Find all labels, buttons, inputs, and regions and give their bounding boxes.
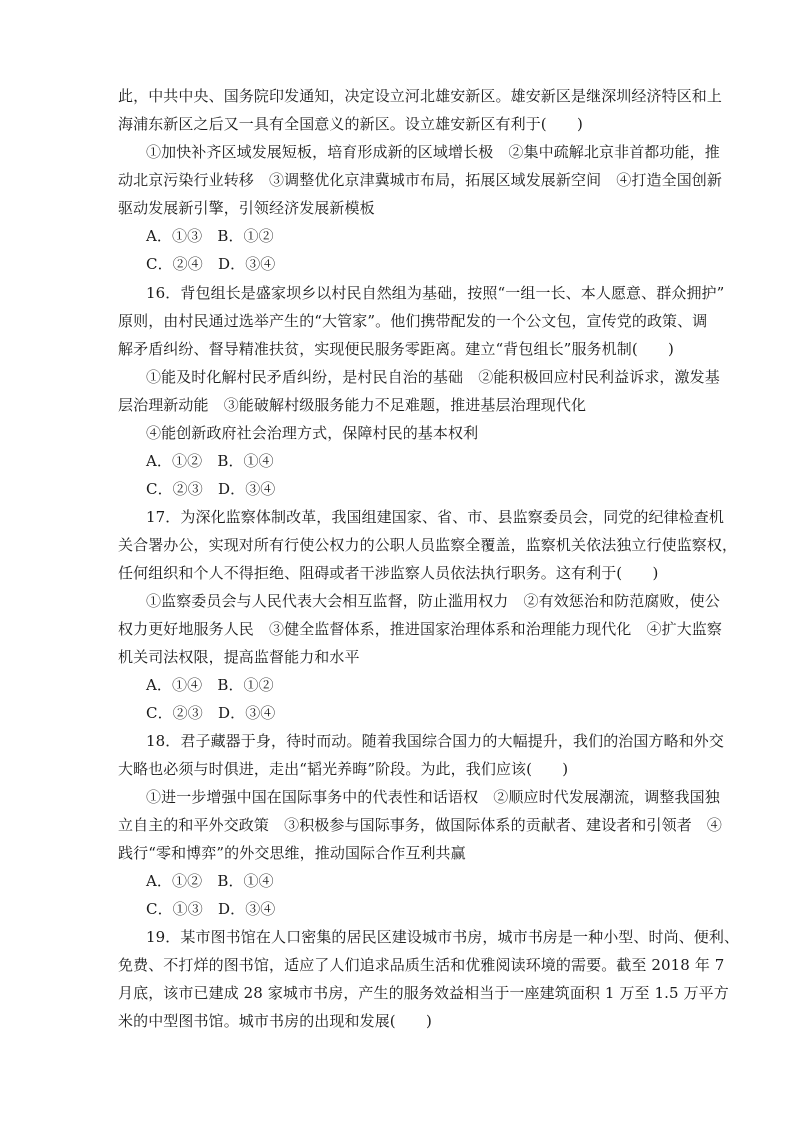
text-line: 践行“零和博弈”的外交思维，推动国际合作互利共赢 bbox=[118, 844, 466, 862]
text-line: 动北京污染行业转移 ③调整优化京津冀城市布局，拓展区域发展新空间 ④打造全国创新 bbox=[118, 171, 723, 189]
text-line: 海浦东新区之后又一具有全国意义的新区。设立雄安新区有利于( ) bbox=[118, 115, 583, 133]
text-line: ①进一步增强中国在国际事务中的代表性和话语权 ②顺应时代发展潮流，调整我国独 bbox=[146, 788, 720, 806]
text-line: C．②③ D．③④ bbox=[146, 704, 276, 722]
text-line: A．①② B．①④ bbox=[146, 872, 274, 890]
text-line: ①能及时化解村民矛盾纠纷，是村民自治的基础 ②能积极回应村民利益诉求，激发基 bbox=[146, 368, 720, 386]
text-line: 19．某市图书馆在人口密集的居民区建设城市书房，城市书房是一种小型、时尚、便利、 bbox=[146, 928, 740, 946]
text-line: 权力更好地服务人民 ③健全监督体系，推进国家治理体系和治理能力现代化 ④扩大监察 bbox=[118, 620, 723, 638]
text-line: 18．君子藏器于身，待时而动。随着我国综合国力的大幅提升，我们的治国方略和外交 bbox=[146, 732, 724, 750]
text-line: C．②④ D．③④ bbox=[146, 255, 276, 273]
text-line: 月底，该市已建成 28 家城市书房，产生的服务效益相当于一座建筑面积 1 万至 1.5 万平方 bbox=[118, 984, 729, 1002]
text-line: 米的中型图书馆。城市书房的出现和发展( ) bbox=[118, 1012, 432, 1030]
text-line: C．②③ D．③④ bbox=[146, 480, 276, 498]
text-line: 原则，由村民通过选举产生的“大管家”。他们携带配发的一个公文包，宣传党的政策、调 bbox=[118, 312, 708, 330]
text-line: 免费、不打烊的图书馆，适应了人们追求品质生活和优雅阅读环境的需要。截至 2018 年 7 bbox=[118, 956, 725, 974]
text-line: 机关司法权限，提高监督能力和水平 bbox=[118, 648, 360, 666]
text-line: 16．背包组长是盛家坝乡以村民自然组为基础，按照“一组一长、本人愿意、群众拥护” bbox=[146, 284, 725, 302]
text-line: A．①④ B．①② bbox=[146, 676, 274, 694]
text-line: 层治理新动能 ③能破解村级服务能力不足难题，推进基层治理现代化 bbox=[118, 396, 587, 414]
text-line: ①监察委员会与人民代表大会相互监督，防止滥用权力 ②有效惩治和防范腐败，使公 bbox=[146, 592, 720, 610]
text-line: 解矛盾纠纷、督导精准扶贫，实现便民服务零距离。建立“背包组长”服务机制( ) bbox=[118, 340, 674, 358]
text-line: 关合署办公，实现对所有行使公权力的公职人员监察全覆盖，监察机关依法独立行使监察权， bbox=[118, 536, 738, 554]
text-line: A．①② B．①④ bbox=[146, 452, 274, 470]
text-line: 此，中共中央、国务院印发通知，决定设立河北雄安新区。雄安新区是继深圳经济特区和上 bbox=[118, 87, 723, 105]
text-line: 立自主的和平外交政策 ③积极参与国际事务，做国际体系的贡献者、建设者和引领者 ④ bbox=[118, 816, 723, 834]
text-line: ①加快补齐区域发展短板，培育形成新的区域增长极 ②集中疏解北京非首都功能，推 bbox=[146, 143, 720, 161]
text-line: C．①③ D．③④ bbox=[146, 900, 276, 918]
text-line: A．①③ B．①② bbox=[146, 227, 274, 245]
text-line: 驱动发展新引擎，引领经济发展新模板 bbox=[118, 199, 375, 217]
text-line: 任何组织和个人不得拒绝、阻碍或者干涉监察人员依法执行职务。这有利于( ) bbox=[118, 564, 659, 582]
text-line: ④能创新政府社会治理方式，保障村民的基本权利 bbox=[146, 424, 479, 442]
text-line: 17．为深化监察体制改革，我国组建国家、省、市、县监察委员会，同党的纪律检查机 bbox=[146, 508, 724, 526]
text-line: 大略也必须与时俱进，走出“韬光养晦”阶段。为此，我们应该( ) bbox=[118, 760, 569, 778]
